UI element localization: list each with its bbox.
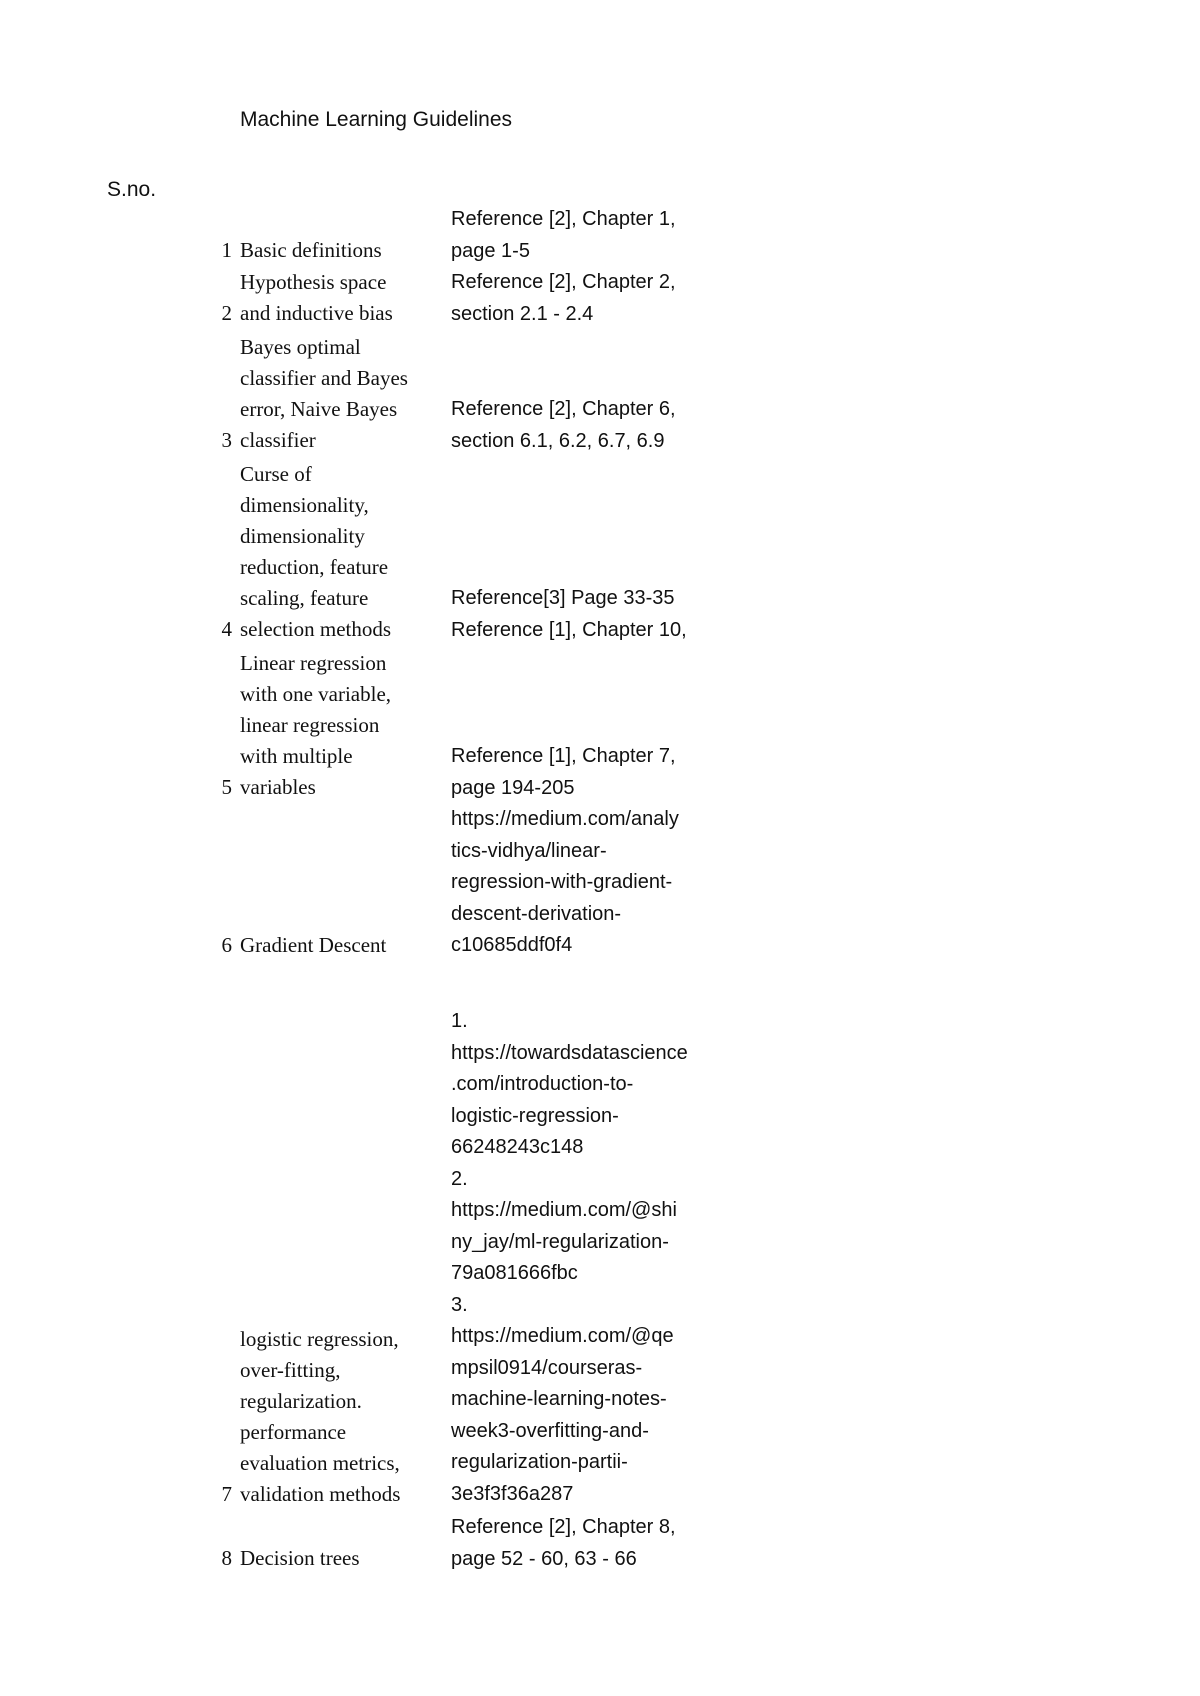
row-topic: Bayes optimal classifier and Bayes error, Naive Bayes classifier: [240, 335, 408, 452]
row-number: 2: [221, 301, 232, 325]
row-topic: Basic definitions: [240, 238, 382, 262]
row-topic: Decision trees: [240, 1546, 360, 1570]
serial-number-header: S.no.: [107, 178, 157, 201]
row-number: 8: [221, 1546, 232, 1570]
row-topic: Gradient Descent: [240, 933, 387, 957]
page-title: Machine Learning Guidelines: [240, 108, 513, 131]
row-reference: Reference [2], Chapter 6, section 6.1, 6.2, 6.7, 6.9: [451, 398, 676, 452]
row-reference: Reference [2], Chapter 1, page 1-5: [451, 208, 676, 262]
row-reference: Reference[3] Page 33-35 Reference [1], Chapter 10,: [451, 587, 687, 641]
row-number: 4: [221, 617, 232, 641]
row-topic: Linear regression with one variable, linear regression with multiple variables: [240, 651, 392, 799]
row-topic: Hypothesis space and inductive bias: [240, 270, 393, 325]
row-reference: 1. https://towardsdatascience .com/introduction-to- logistic-regression- 66248243c148 2. https://medium.com/@shi ny_jay/ml-regularization- 79a081666fbc 3. https://medium.com/@qe mpsil0914/courseras- machine-learning-notes- week3-overfitting-and- regularization-partii- 3e3f3f36a287: [451, 1010, 688, 1505]
row-topic: logistic regression, over-fitting, regularization. performance evaluation metrics, validation methods: [240, 1327, 401, 1506]
row-number: 6: [221, 933, 232, 957]
row-number: 7: [221, 1482, 232, 1506]
row-topic: Curse of dimensionality, dimensionality reduction, feature scaling, feature selection methods: [240, 462, 392, 641]
row-reference: Reference [1], Chapter 7, page 194-205: [451, 745, 676, 799]
row-number: 5: [221, 775, 232, 799]
row-reference: Reference [2], Chapter 2, section 2.1 - 2.4: [451, 271, 676, 325]
row-reference: https://medium.com/analy tics-vidhya/linear- regression-with-gradient- descent-derivation- c10685ddf0f4: [451, 808, 679, 956]
row-number: 3: [221, 428, 232, 452]
row-number: 1: [221, 238, 232, 262]
row-reference: Reference [2], Chapter 8, page 52 - 60, 63 - 66: [451, 1516, 676, 1570]
